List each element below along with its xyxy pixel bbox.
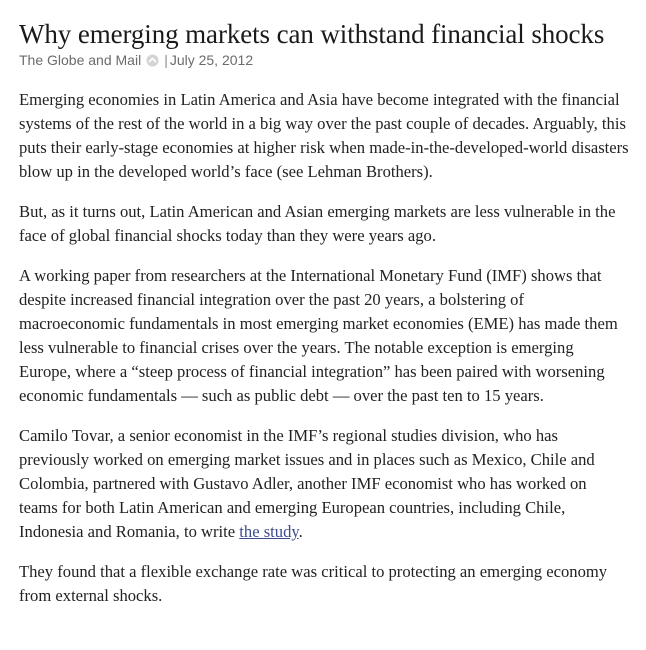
byline bbox=[19, 51, 629, 69]
source-name[interactable]: The Globe and Mail bbox=[19, 52, 142, 68]
article-headline: Why emerging markets can withstand financial shocks bbox=[19, 19, 605, 49]
byline-separator: | bbox=[164, 52, 168, 68]
paragraph: A working paper from researchers at the International Monetary Fund (IMF) shows that despite increased financial integration over the past 20 years, a bolstering of macroeconomic fundamentals in most emerging market economies (EME) has made them less vulnerable to financial crises over the years. The notable exception is emerging Europe, where a “steep process of financial integration” has been paired with worsening economic fundamentals — such as public debt — over the past ten to 15 years. bbox=[19, 266, 618, 405]
paragraph: But, as it turns out, Latin American and Asian emerging markets are less vulnerable in the face of global financial shocks today than they were years ago. bbox=[19, 202, 616, 245]
study-link[interactable]: the study bbox=[239, 522, 299, 541]
publish-date: July 25, 2012 bbox=[169, 52, 254, 68]
article-body bbox=[19, 88, 629, 608]
share-icon[interactable] bbox=[146, 54, 159, 67]
paragraph: Emerging economies in Latin America and Asia have become integrated with the financial systems of the rest of the world in a big way over the past couple of decades. Arguably, this puts their early-stage economies at higher risk when made-in-the-developed-world disasters blow up in the developed world’s face (see Lehman Brothers). bbox=[19, 90, 629, 181]
paragraph-text: . bbox=[298, 522, 303, 541]
article bbox=[19, 18, 629, 624]
paragraph bbox=[19, 424, 629, 544]
paragraph-text: Camilo Tovar, a senior economist in the IMF’s regional studies division, who has previously worked on emerging market issues and in places such as Mexico, Chile and Colombia, partnered with Gustavo Adler, another IMF economist who has worked on teams for both Latin American and emerging European countries, including Chile, Indonesia and Romania, to write bbox=[19, 426, 595, 541]
paragraph: They found that a flexible exchange rate was critical to protecting an emerging economy from external shocks. bbox=[19, 562, 608, 605]
